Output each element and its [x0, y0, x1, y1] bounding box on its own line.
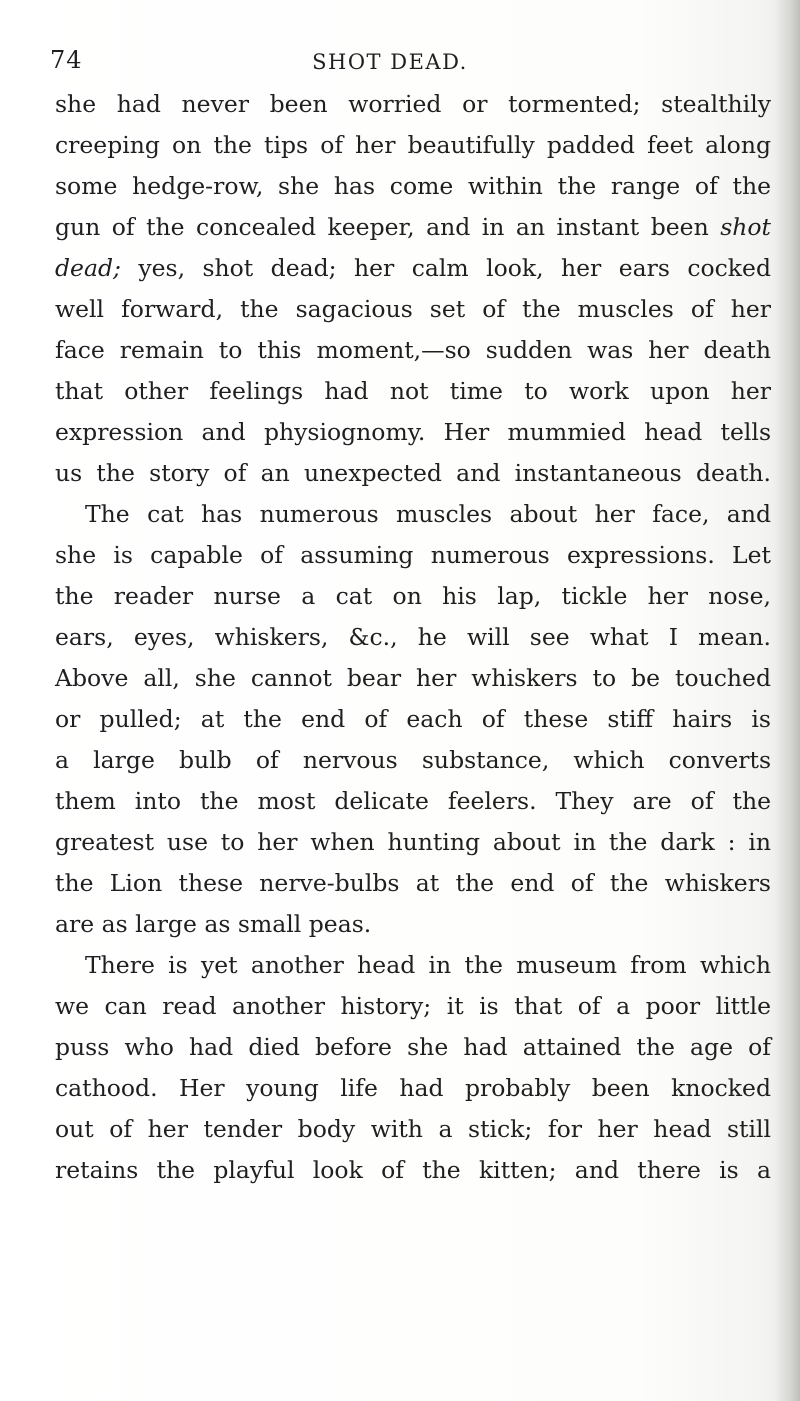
text-line: a large bulb of nervous substance, which converts [55, 746, 771, 774]
italic-text: shot [720, 213, 771, 241]
text-line: we can read another history; it is that of a poor little [55, 992, 771, 1020]
text-line: out of her tender body with a stick; for her head still [55, 1115, 771, 1143]
text-line: are as large as small peas. [55, 910, 372, 938]
text-line: The cat has numerous muscles about her face, and [85, 500, 771, 528]
text-line: she had never been worried or tormented; stealthily [55, 90, 771, 118]
text-line: Above all, she cannot bear her whiskers to be touched [55, 664, 771, 692]
text-line: the Lion these nerve-bulbs at the end of the whiskers [55, 869, 771, 897]
text-line: or pulled; at the end of each of these stiff hairs is [55, 705, 771, 733]
text-line: retains the playful look of the kitten; and there is a [55, 1156, 771, 1184]
italic-text: dead; [55, 254, 121, 282]
text-line: that other feelings had not time to work upon her [55, 377, 771, 405]
page-number: 74 [50, 46, 83, 74]
text-line: us the story of an unexpected and instantaneous death. [55, 459, 771, 487]
text-line [55, 248, 771, 289]
text-line: puss who had died before she had attained the age of [55, 1033, 771, 1061]
text-line: some hedge-row, she has come within the range of the [55, 172, 771, 200]
line-text: yes, shot dead; her calm look, her ears cocked [120, 254, 771, 282]
text-line: them into the most delicate feelers. They are of the [55, 787, 771, 815]
text-line: There is yet another head in the museum from which [85, 951, 771, 979]
body-text [55, 84, 771, 1191]
text-line: the reader nurse a cat on his lap, tickle her nose, [55, 582, 771, 610]
text-line: greatest use to her when hunting about in the dark : in [55, 828, 771, 856]
text-line [55, 207, 771, 248]
page-edge-shadow [774, 0, 800, 1401]
text-line: she is capable of assuming numerous expressions. Let [55, 541, 771, 569]
text-line: cathood. Her young life had probably been knocked [55, 1074, 771, 1102]
running-head: SHOT DEAD. [312, 50, 468, 74]
text-line: well forward, the sagacious set of the muscles of her [55, 295, 771, 323]
text-line: face remain to this moment,—so sudden was her death [55, 336, 771, 364]
line-text: gun of the concealed keeper, and in an instant been [55, 213, 709, 241]
page-header [0, 46, 780, 78]
text-line: ears, eyes, whiskers, &c., he will see what I mean. [55, 623, 771, 651]
text-line: expression and physiognomy. Her mummied head tells [55, 418, 771, 446]
text-line: creeping on the tips of her beautifully padded feet along [55, 131, 771, 159]
